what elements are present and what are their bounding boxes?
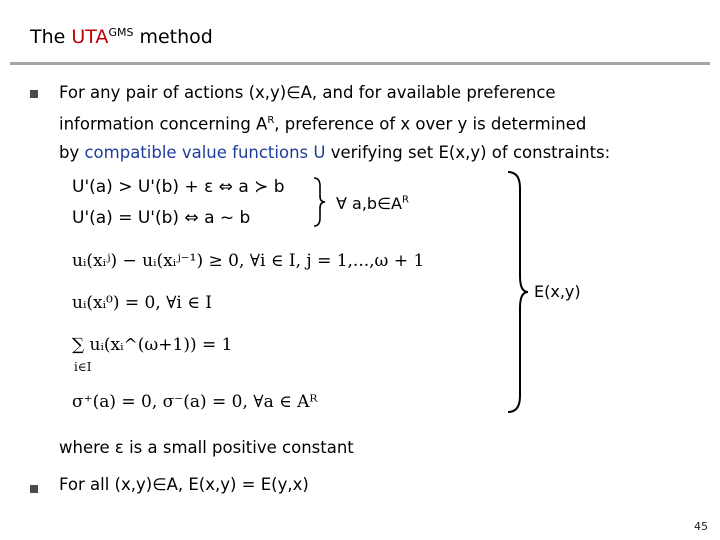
line3-text-a: by bbox=[59, 142, 85, 162]
paragraph-line-1: For any pair of actions (x,y)∈A, and for available preference bbox=[59, 83, 556, 102]
constraint-set-label: E(x,y) bbox=[534, 282, 581, 301]
line2-text-b: , preference of x over y is determined bbox=[274, 114, 587, 134]
constraint-indifference: U'(a) = U'(b) ⇔ a ~ b bbox=[72, 208, 251, 228]
bullet-paragraph bbox=[59, 79, 699, 167]
line2-superscript: R bbox=[267, 115, 275, 126]
pair-quantifier bbox=[336, 194, 409, 213]
pair-quantifier-text: ∀ a,b∈A bbox=[336, 194, 402, 213]
title-suffix: method bbox=[133, 26, 213, 48]
constraint-monotonicity: uᵢ(xᵢʲ) − uᵢ(xᵢʲ⁻¹) ≥ 0, ∀i ∈ I, j = 1,...,ω + 1 bbox=[72, 251, 425, 271]
pair-brace-icon bbox=[312, 178, 326, 226]
title-prefix: The bbox=[30, 26, 72, 48]
slide-title bbox=[30, 26, 213, 48]
epsilon-note: where ε is a small positive constant bbox=[59, 438, 354, 457]
page-number: 45 bbox=[694, 520, 708, 533]
line3-text-b: verifying set E(x,y) of constraints: bbox=[325, 142, 611, 162]
constraint-strict-preference: U'(a) > U'(b) + ε ⇔ a ≻ b bbox=[72, 177, 285, 197]
paragraph-line-2 bbox=[59, 107, 699, 139]
bullet-marker bbox=[30, 485, 38, 493]
constraint-normalization-sum: ∑ uᵢ(xᵢ^(ω+1)) = 1 bbox=[72, 335, 233, 355]
symmetry-statement: For all (x,y)∈A, E(x,y) = E(y,x) bbox=[59, 475, 309, 494]
constraint-set-brace-icon bbox=[507, 172, 529, 412]
line2-text-a: information concerning A bbox=[59, 114, 268, 134]
bullet-marker bbox=[30, 90, 38, 98]
title-superscript: GMS bbox=[108, 26, 134, 39]
constraint-zero-errors: σ⁺(a) = 0, σ⁻(a) = 0, ∀a ∈ Aᴿ bbox=[72, 392, 318, 412]
constraint-normalization-zero: uᵢ(xᵢ⁰) = 0, ∀i ∈ I bbox=[72, 293, 212, 313]
pair-quantifier-sup: R bbox=[401, 194, 409, 206]
paragraph-line-3 bbox=[59, 139, 699, 167]
compatible-value-functions-link: compatible value functions U bbox=[84, 142, 326, 162]
title-accent: UTA bbox=[71, 26, 109, 48]
sum-subscript: i∈I bbox=[74, 360, 92, 374]
title-divider bbox=[10, 62, 710, 65]
